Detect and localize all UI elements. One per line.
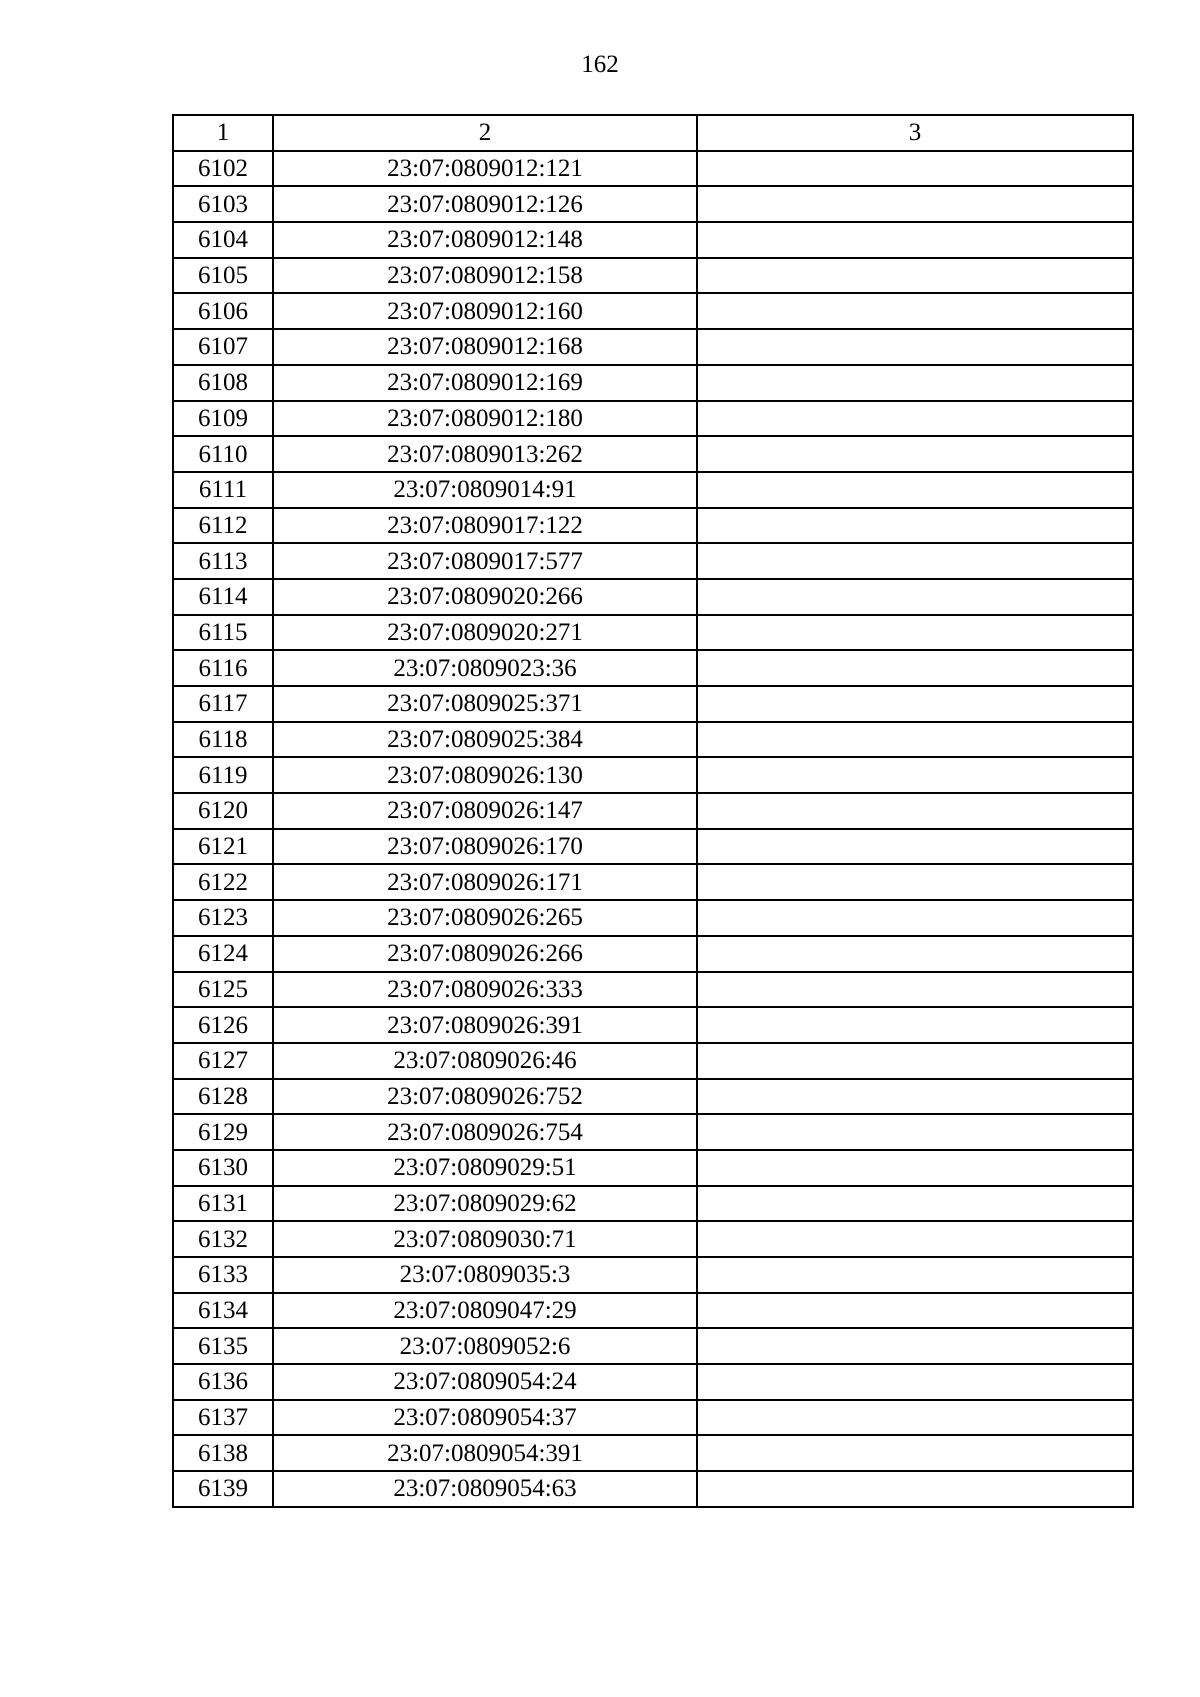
table-row [173, 1186, 1133, 1222]
cadastral-number-cell: 23:07:0809012:121 [273, 151, 697, 187]
table-row [173, 508, 1133, 544]
row-number-cell: 6136 [173, 1364, 273, 1400]
row-number-cell: 6114 [173, 579, 273, 615]
cadastral-number-cell: 23:07:0809030:71 [273, 1221, 697, 1257]
row-number-cell: 6120 [173, 793, 273, 829]
cadastral-number-cell: 23:07:0809012:126 [273, 186, 697, 222]
notes-cell [697, 436, 1133, 472]
cadastral-number-cell: 23:07:0809012:180 [273, 401, 697, 437]
row-number-cell: 6111 [173, 472, 273, 508]
row-number-cell: 6119 [173, 757, 273, 793]
cadastral-number-cell: 23:07:0809054:37 [273, 1400, 697, 1436]
notes-cell [697, 508, 1133, 544]
table-row [173, 258, 1133, 294]
row-number-cell: 6137 [173, 1400, 273, 1436]
cadastral-number-cell: 23:07:0809026:333 [273, 972, 697, 1008]
row-number-cell: 6103 [173, 186, 273, 222]
cadastral-number-cell: 23:07:0809026:266 [273, 936, 697, 972]
cadastral-number-cell: 23:07:0809020:271 [273, 615, 697, 651]
notes-cell [697, 579, 1133, 615]
notes-cell [697, 401, 1133, 437]
registry-table [172, 114, 1134, 1508]
table-row [173, 1257, 1133, 1293]
cadastral-number-cell: 23:07:0809026:170 [273, 829, 697, 865]
row-number-cell: 6112 [173, 508, 273, 544]
cadastral-number-cell: 23:07:0809026:147 [273, 793, 697, 829]
column-header-2: 2 [273, 115, 697, 151]
table-row [173, 1364, 1133, 1400]
row-number-cell: 6108 [173, 365, 273, 401]
notes-cell [697, 757, 1133, 793]
row-number-cell: 6102 [173, 151, 273, 187]
notes-cell [697, 293, 1133, 329]
notes-cell [697, 472, 1133, 508]
notes-cell [697, 1007, 1133, 1043]
notes-cell [697, 543, 1133, 579]
notes-cell [697, 793, 1133, 829]
notes-cell [697, 1079, 1133, 1115]
table-row [173, 722, 1133, 758]
notes-cell [697, 1328, 1133, 1364]
cadastral-number-cell: 23:07:0809052:6 [273, 1328, 697, 1364]
notes-cell [697, 1293, 1133, 1329]
cadastral-number-cell: 23:07:0809026:46 [273, 1043, 697, 1079]
notes-cell [697, 864, 1133, 900]
table-row [173, 1043, 1133, 1079]
row-number-cell: 6110 [173, 436, 273, 472]
table-row [173, 1435, 1133, 1471]
table-row [173, 1471, 1133, 1507]
row-number-cell: 6128 [173, 1079, 273, 1115]
row-number-cell: 6115 [173, 615, 273, 651]
row-number-cell: 6127 [173, 1043, 273, 1079]
notes-cell [697, 1400, 1133, 1436]
notes-cell [697, 650, 1133, 686]
row-number-cell: 6107 [173, 329, 273, 365]
table-row [173, 329, 1133, 365]
table-row [173, 1328, 1133, 1364]
notes-cell [697, 686, 1133, 722]
row-number-cell: 6135 [173, 1328, 273, 1364]
table-row [173, 472, 1133, 508]
table-row [173, 1150, 1133, 1186]
cadastral-number-cell: 23:07:0809054:63 [273, 1471, 697, 1507]
cadastral-number-cell: 23:07:0809026:265 [273, 900, 697, 936]
table-row [173, 650, 1133, 686]
cadastral-number-cell: 23:07:0809012:169 [273, 365, 697, 401]
cadastral-number-cell: 23:07:0809054:391 [273, 1435, 697, 1471]
row-number-cell: 6105 [173, 258, 273, 294]
table-row [173, 543, 1133, 579]
notes-cell [697, 1221, 1133, 1257]
notes-cell [697, 722, 1133, 758]
table-row [173, 793, 1133, 829]
table-row [173, 1007, 1133, 1043]
table-row [173, 615, 1133, 651]
cadastral-number-cell: 23:07:0809029:62 [273, 1186, 697, 1222]
notes-cell [697, 1435, 1133, 1471]
table-row [173, 293, 1133, 329]
cadastral-number-cell: 23:07:0809013:262 [273, 436, 697, 472]
cadastral-number-cell: 23:07:0809012:158 [273, 258, 697, 294]
notes-cell [697, 1186, 1133, 1222]
table-row [173, 1114, 1133, 1150]
row-number-cell: 6116 [173, 650, 273, 686]
table-row [173, 972, 1133, 1008]
cadastral-number-cell: 23:07:0809025:371 [273, 686, 697, 722]
notes-cell [697, 151, 1133, 187]
row-number-cell: 6123 [173, 900, 273, 936]
row-number-cell: 6131 [173, 1186, 273, 1222]
table-row [173, 757, 1133, 793]
row-number-cell: 6117 [173, 686, 273, 722]
table-row [173, 436, 1133, 472]
cadastral-number-cell: 23:07:0809012:168 [273, 329, 697, 365]
cadastral-number-cell: 23:07:0809020:266 [273, 579, 697, 615]
cadastral-number-cell: 23:07:0809023:36 [273, 650, 697, 686]
notes-cell [697, 1364, 1133, 1400]
notes-cell [697, 972, 1133, 1008]
cadastral-number-cell: 23:07:0809026:391 [273, 1007, 697, 1043]
table-row [173, 686, 1133, 722]
notes-cell [697, 1114, 1133, 1150]
notes-cell [697, 615, 1133, 651]
table-row [173, 936, 1133, 972]
row-number-cell: 6126 [173, 1007, 273, 1043]
row-number-cell: 6129 [173, 1114, 273, 1150]
table-row [173, 1293, 1133, 1329]
notes-cell [697, 1150, 1133, 1186]
notes-cell [697, 258, 1133, 294]
cadastral-number-cell: 23:07:0809014:91 [273, 472, 697, 508]
column-header-3: 3 [697, 115, 1133, 151]
notes-cell [697, 1257, 1133, 1293]
row-number-cell: 6122 [173, 864, 273, 900]
row-number-cell: 6121 [173, 829, 273, 865]
cadastral-number-cell: 23:07:0809012:148 [273, 222, 697, 258]
cadastral-number-cell: 23:07:0809026:752 [273, 1079, 697, 1115]
table-row [173, 900, 1133, 936]
cadastral-number-cell: 23:07:0809047:29 [273, 1293, 697, 1329]
cadastral-number-cell: 23:07:0809035:3 [273, 1257, 697, 1293]
table-row [173, 151, 1133, 187]
page-number: 162 [581, 51, 619, 78]
row-number-cell: 6134 [173, 1293, 273, 1329]
row-number-cell: 6104 [173, 222, 273, 258]
table-row [173, 222, 1133, 258]
cadastral-number-cell: 23:07:0809026:171 [273, 864, 697, 900]
table-row [173, 1400, 1133, 1436]
row-number-cell: 6113 [173, 543, 273, 579]
table-row [173, 579, 1133, 615]
table-row [173, 365, 1133, 401]
notes-cell [697, 365, 1133, 401]
row-number-cell: 6133 [173, 1257, 273, 1293]
cadastral-number-cell: 23:07:0809017:122 [273, 508, 697, 544]
notes-cell [697, 1043, 1133, 1079]
cadastral-number-cell: 23:07:0809017:577 [273, 543, 697, 579]
row-number-cell: 6139 [173, 1471, 273, 1507]
notes-cell [697, 1471, 1133, 1507]
notes-cell [697, 900, 1133, 936]
row-number-cell: 6124 [173, 936, 273, 972]
table-body [173, 151, 1133, 1507]
cadastral-number-cell: 23:07:0809026:754 [273, 1114, 697, 1150]
row-number-cell: 6132 [173, 1221, 273, 1257]
row-number-cell: 6106 [173, 293, 273, 329]
notes-cell [697, 186, 1133, 222]
cadastral-number-cell: 23:07:0809054:24 [273, 1364, 697, 1400]
table-row [173, 829, 1133, 865]
row-number-cell: 6109 [173, 401, 273, 437]
cadastral-number-cell: 23:07:0809026:130 [273, 757, 697, 793]
column-header-1: 1 [173, 115, 273, 151]
notes-cell [697, 829, 1133, 865]
table-row [173, 1221, 1133, 1257]
table-row [173, 186, 1133, 222]
row-number-cell: 6118 [173, 722, 273, 758]
cadastral-number-cell: 23:07:0809025:384 [273, 722, 697, 758]
table-row [173, 864, 1133, 900]
table-header-row [173, 115, 1133, 151]
notes-cell [697, 936, 1133, 972]
row-number-cell: 6125 [173, 972, 273, 1008]
table-row [173, 1079, 1133, 1115]
row-number-cell: 6130 [173, 1150, 273, 1186]
row-number-cell: 6138 [173, 1435, 273, 1471]
cadastral-number-cell: 23:07:0809012:160 [273, 293, 697, 329]
cadastral-number-cell: 23:07:0809029:51 [273, 1150, 697, 1186]
notes-cell [697, 329, 1133, 365]
table-row [173, 401, 1133, 437]
notes-cell [697, 222, 1133, 258]
